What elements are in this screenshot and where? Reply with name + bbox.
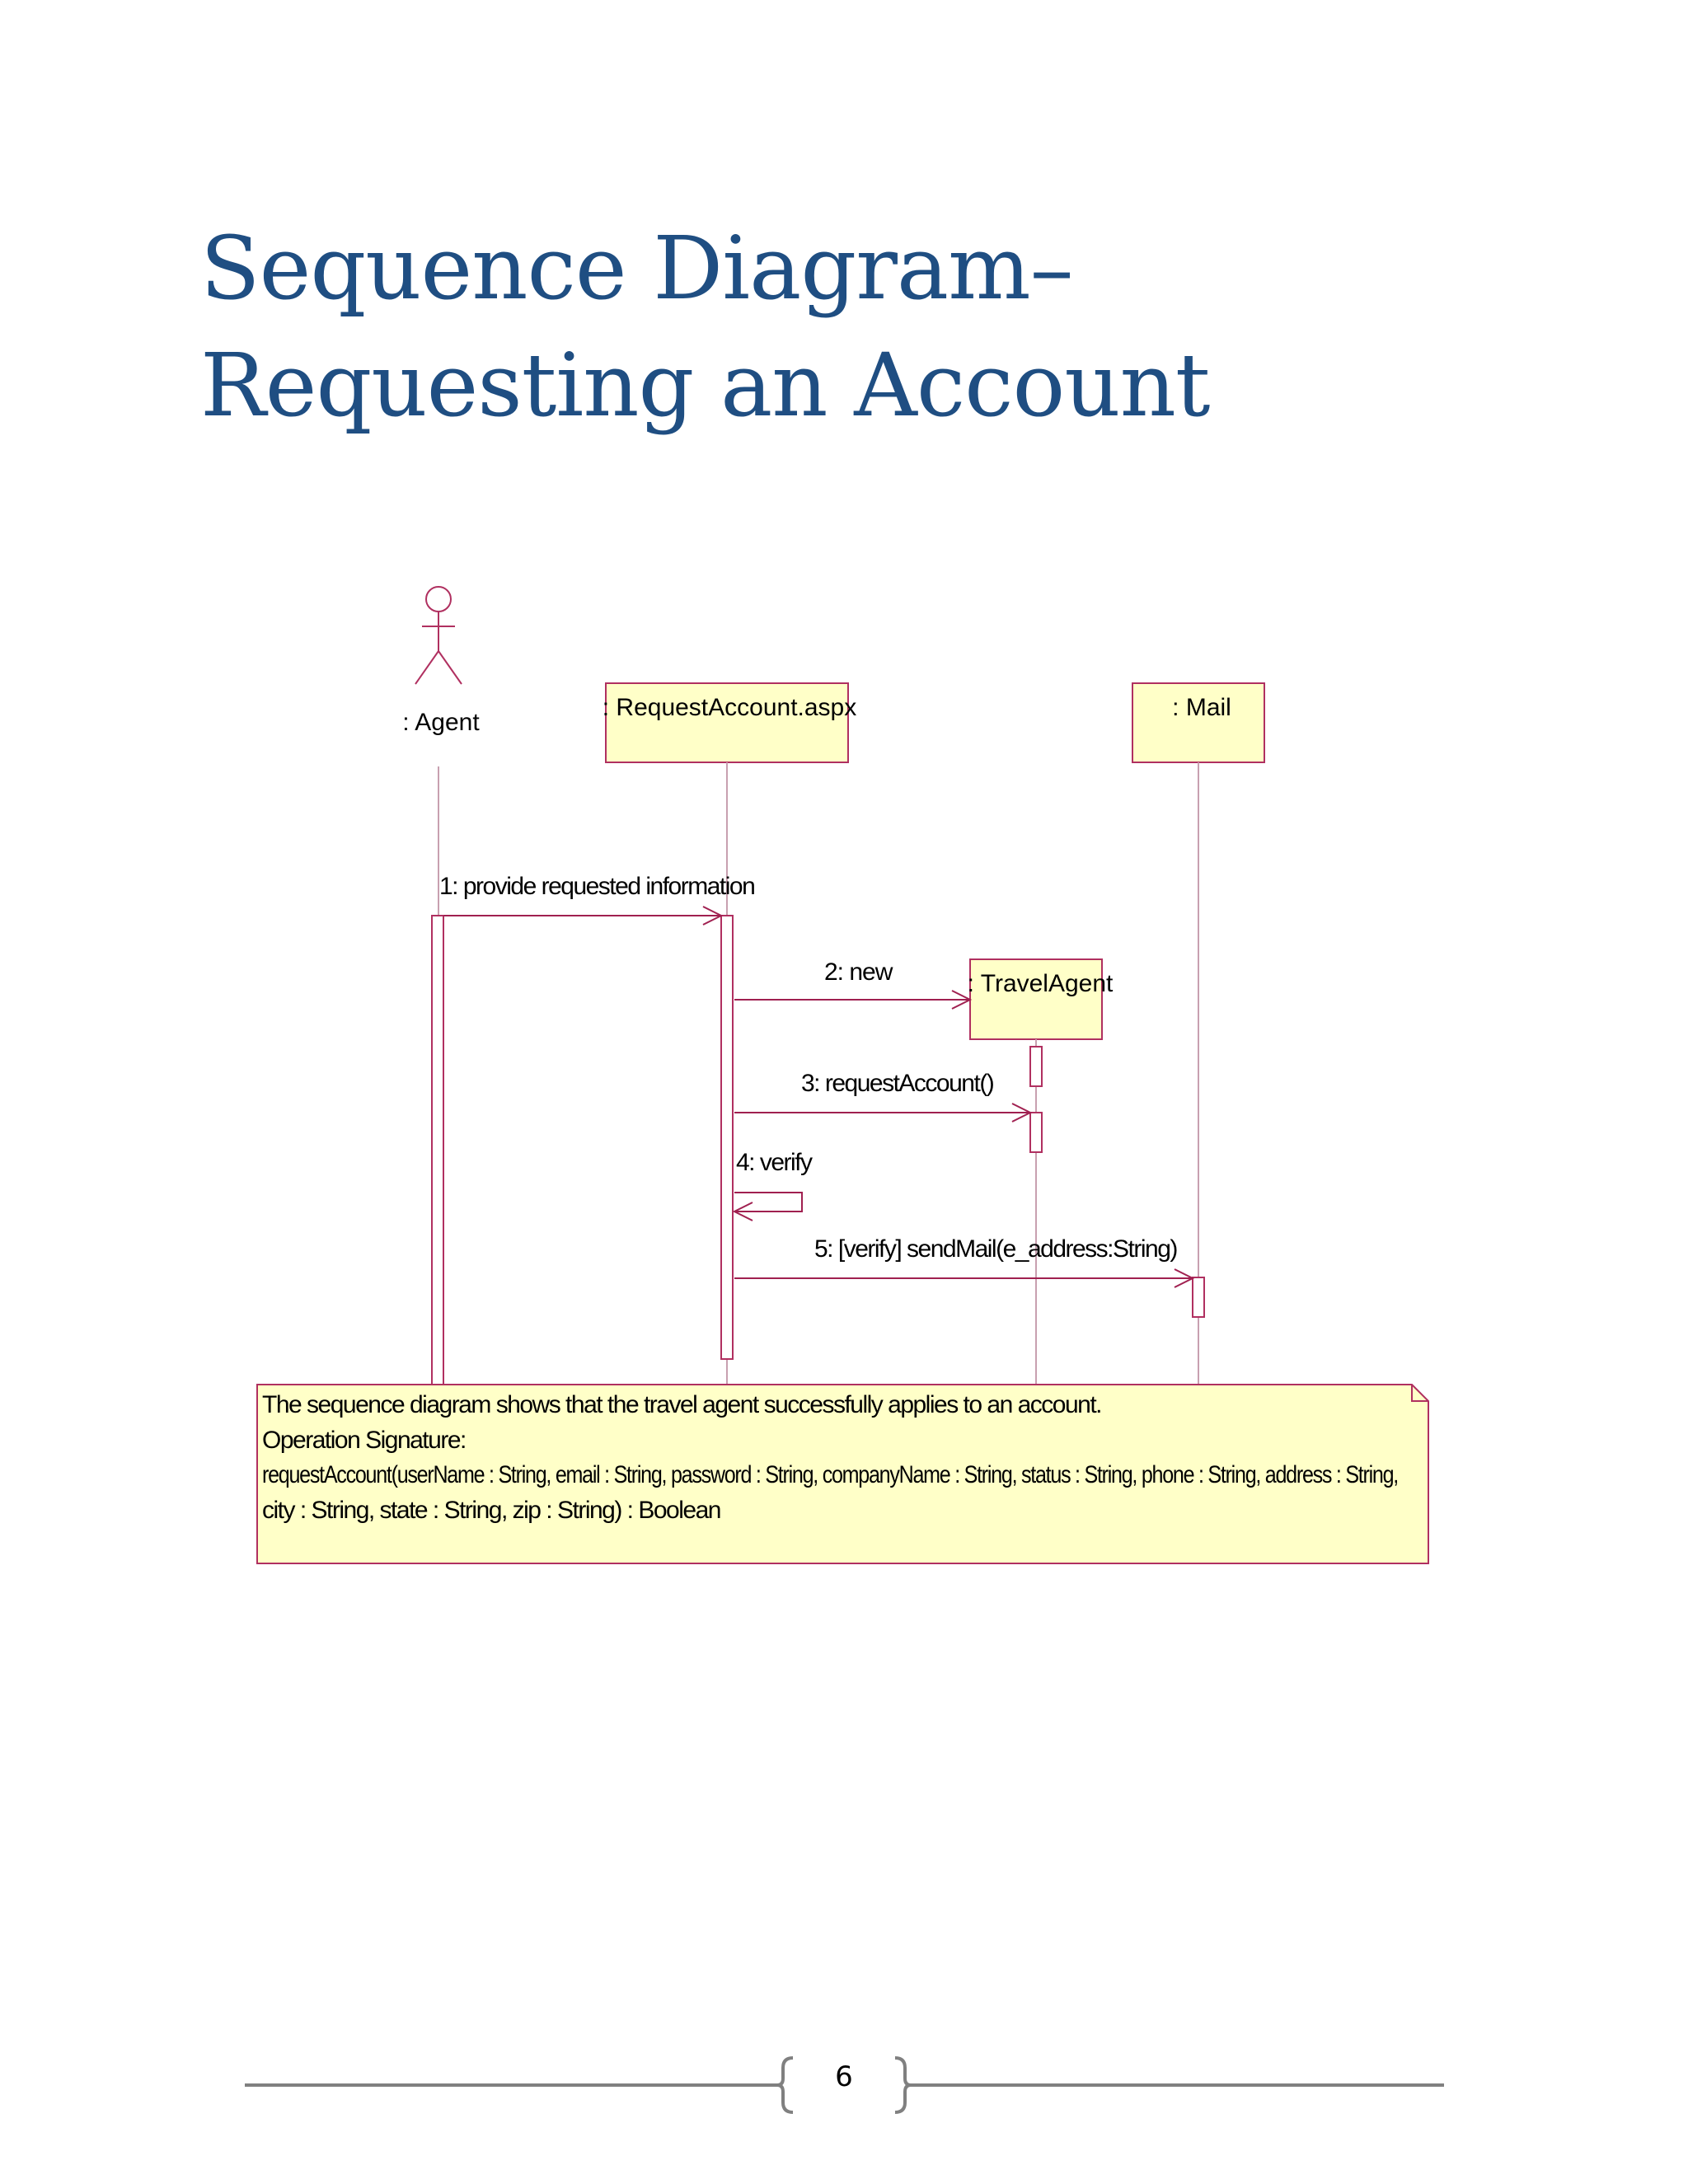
note-line-1: The sequence diagram shows that the travel agent successfully applies to an account.: [262, 1391, 1101, 1418]
note-line-2: Operation Signature:: [262, 1427, 466, 1454]
message-1-label: 1: provide requested information: [439, 873, 755, 900]
page-title-line-1: Sequence Diagram–: [200, 218, 1073, 319]
activation-request-account: [721, 916, 733, 1359]
footer-bracket-right: [895, 2058, 911, 2112]
message-2-label: 2: new: [824, 958, 893, 986]
message-5-label: 5: [verify] sendMail(e_address:String): [814, 1235, 1177, 1263]
activation-travel-agent-create: [1030, 1047, 1042, 1086]
object-request-account-label: : RequestAccount.aspx: [602, 694, 857, 721]
activation-agent: [432, 916, 443, 1385]
message-4-label: 4: verify: [736, 1149, 812, 1176]
actor-head: [426, 587, 451, 612]
footer-bracket-left: [777, 2058, 793, 2112]
object-travel-agent-label: : TravelAgent: [967, 970, 1114, 997]
activation-mail: [1193, 1277, 1204, 1317]
message-3-label: 3: requestAccount(): [801, 1070, 994, 1097]
object-mail-label: : Mail: [1172, 694, 1231, 721]
message-4-self-loop: [734, 1193, 802, 1212]
page-number: 6: [835, 2060, 853, 2093]
note-line-4: city : String, state : String, zip : String) : Boolean: [262, 1497, 720, 1524]
actor-label: : Agent: [402, 709, 480, 736]
activation-travel-agent-request: [1030, 1113, 1042, 1152]
page-title-line-2: Requesting an Account: [200, 335, 1210, 436]
actor-left-leg: [415, 651, 438, 684]
actor-agent: [415, 587, 462, 684]
note-line-3: requestAccount(userName : String, email : String, password : String, companyName : String, status : String, phone : String, address : String,: [262, 1461, 1398, 1488]
actor-right-leg: [438, 651, 462, 684]
